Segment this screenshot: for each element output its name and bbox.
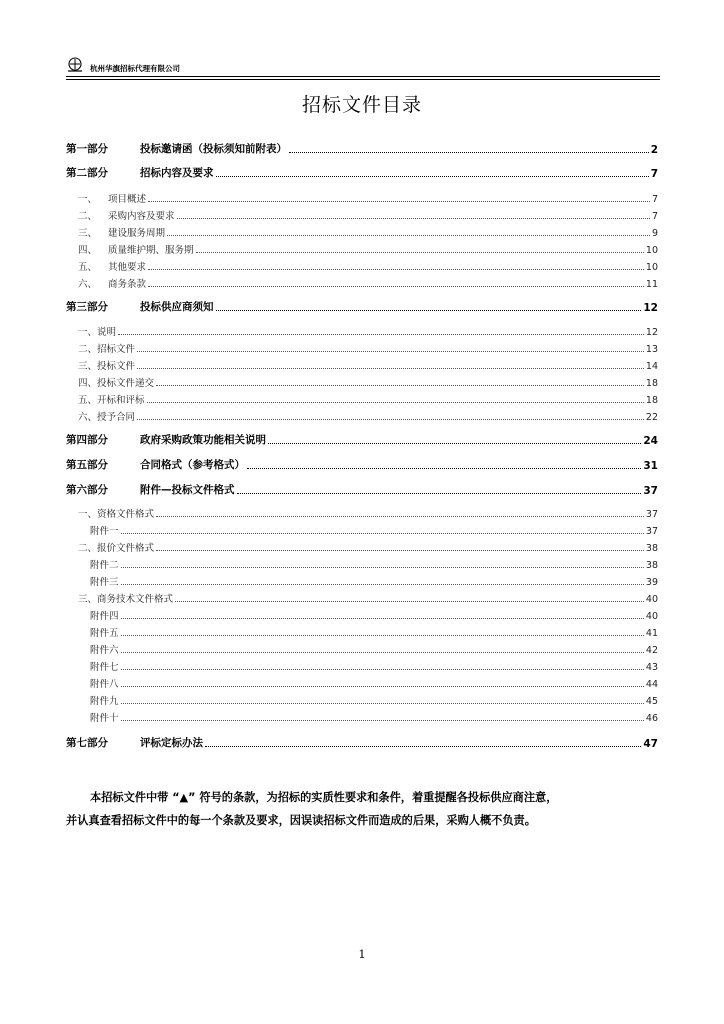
- toc-entry: [66, 483, 658, 497]
- toc-entry-page: 42: [645, 645, 658, 656]
- toc-leader-dots: [137, 419, 644, 420]
- toc-leader-dots: [118, 334, 644, 335]
- toc-entry-label: 质量维护期、服务期: [108, 245, 194, 256]
- toc-entry: [66, 342, 658, 355]
- toc-entry-label: 二、报价文件格式: [78, 543, 155, 554]
- toc-entry-page: 10: [645, 262, 658, 273]
- toc-entry-label: 附件十: [90, 713, 119, 724]
- toc-entry-number: 六、: [78, 279, 98, 290]
- toc-entry-page: 12: [643, 302, 658, 314]
- toc-leader-dots: [156, 385, 644, 386]
- toc-entry-page: 22: [645, 412, 658, 423]
- toc-entry: [66, 376, 658, 389]
- toc-entry-page: 7: [650, 168, 658, 180]
- toc-entry: [66, 192, 658, 205]
- toc-entry-page: 24: [643, 435, 658, 447]
- toc-entry-label: 附件八: [90, 679, 119, 690]
- toc-entry-page: 7: [651, 194, 658, 205]
- toc-entry-label: 附件四: [90, 611, 119, 622]
- toc-entry: [66, 166, 658, 180]
- toc-leader-dots: [216, 310, 642, 311]
- toc-entry: [66, 524, 658, 537]
- toc-leader-dots: [121, 584, 644, 585]
- toc-leader-dots: [121, 635, 644, 636]
- toc-entry: [66, 541, 658, 554]
- toc-entry-label: 四、投标文件递交: [78, 378, 155, 389]
- toc-entry-number: 三、: [78, 228, 98, 239]
- toc-entry-label: 五、开标和评标: [78, 395, 145, 406]
- toc-entry: [66, 694, 658, 707]
- toc-entry: [66, 359, 658, 372]
- toc-entry-page: 2: [650, 144, 658, 156]
- toc-entry-label: 建设服务周期: [108, 228, 166, 239]
- toc-entry: [66, 433, 658, 447]
- toc-leader-dots: [121, 686, 644, 687]
- toc-entry-label: 二、招标文件: [78, 344, 136, 355]
- toc-entry: [66, 736, 658, 750]
- toc-entry: [66, 260, 658, 273]
- toc-entry-label: 三、商务技术文件格式: [78, 594, 174, 605]
- toc-entry-label: 附件三: [90, 577, 119, 588]
- page-title: 招标文件目录: [301, 94, 422, 116]
- toc-entry: [66, 142, 658, 156]
- toc-entry-number: 二、: [78, 211, 98, 222]
- toc-entry-number: 第七部分: [66, 737, 108, 749]
- toc-entry-page: 38: [645, 543, 658, 554]
- toc-entry-label: 六、授予合同: [78, 412, 136, 423]
- toc-entry: [66, 277, 658, 290]
- toc-entry-number: 第四部分: [66, 434, 108, 446]
- toc-entry-number: 四、: [78, 245, 98, 256]
- toc-entry-number: 第二部分: [66, 167, 108, 179]
- toc-entry-number: 第五部分: [66, 459, 108, 471]
- toc-entry: [66, 660, 658, 673]
- toc-leader-dots: [148, 201, 650, 202]
- toc-leader-dots: [137, 351, 644, 352]
- toc-leader-dots: [148, 269, 644, 270]
- toc-leader-dots: [121, 618, 644, 619]
- document-header: [66, 56, 180, 74]
- toc-entry-page: 18: [645, 378, 658, 389]
- toc-leader-dots: [137, 368, 644, 369]
- toc-entry-page: 37: [643, 485, 658, 497]
- toc-leader-dots: [121, 703, 644, 704]
- toc-entry-number: 一、: [78, 194, 98, 205]
- header-rule-thin: [66, 79, 660, 80]
- toc-entry: [66, 507, 658, 520]
- toc-entry: [66, 643, 658, 656]
- toc-entry-label: 采购内容及要求: [108, 211, 175, 222]
- toc-entry: [66, 243, 658, 256]
- toc-entry-label: 招标内容及要求: [140, 167, 214, 179]
- toc-entry-label: 合同格式（参考格式）: [140, 459, 245, 471]
- toc-leader-dots: [167, 235, 650, 236]
- toc-entry-page: 9: [651, 228, 658, 239]
- toc-entry-page: 44: [645, 679, 658, 690]
- toc-entry-label: 附件一: [90, 526, 119, 537]
- toc-entry-page: 37: [645, 509, 658, 520]
- toc-entry-page: 39: [645, 577, 658, 588]
- toc-leader-dots: [148, 286, 644, 287]
- toc-entry-label: 评标定标办法: [140, 737, 203, 749]
- toc-leader-dots: [156, 516, 644, 517]
- toc-entry-label: 附件二: [90, 560, 119, 571]
- company-name: 杭州华旗招标代理有限公司: [90, 63, 180, 73]
- toc-entry-page: 45: [645, 696, 658, 707]
- toc-entry-page: 13: [645, 344, 658, 355]
- toc-entry: [66, 325, 658, 338]
- toc-entry: [66, 209, 658, 222]
- toc-entry-label: 其他要求: [108, 262, 147, 273]
- toc-entry-label: 附件九: [90, 696, 119, 707]
- toc-entry-page: 12: [645, 327, 658, 338]
- toc-entry-page: 47: [643, 738, 658, 750]
- toc-entry-label: 一、资格文件格式: [78, 509, 155, 520]
- toc-leader-dots: [237, 493, 642, 494]
- toc-entry-page: 18: [645, 395, 658, 406]
- toc-leader-dots: [205, 746, 641, 747]
- toc-entry-page: 43: [645, 662, 658, 673]
- toc-entry-page: 40: [645, 594, 658, 605]
- toc-leader-dots: [121, 720, 644, 721]
- toc-entry-label: 三、投标文件: [78, 361, 136, 372]
- toc-leader-dots: [147, 402, 644, 403]
- toc-leader-dots: [121, 533, 644, 534]
- toc-entry-label: 投标供应商须知: [140, 301, 214, 313]
- toc-entry-label: 投标邀请函（投标须知前附表）: [140, 143, 287, 155]
- toc-entry-page: 41: [645, 628, 658, 639]
- toc-entry-label: 项目概述: [108, 194, 147, 205]
- toc-entry-label: 附件七: [90, 662, 119, 673]
- notice-line-1: 本招标文件中带 “▲” 符号的条款，为招标的实质性要求和条件，着重提醒各投标供应商注意，: [90, 791, 558, 804]
- toc-entry: [66, 592, 658, 605]
- toc-entry-number: 五、: [78, 262, 98, 273]
- toc-entry: [66, 677, 658, 690]
- toc-leader-dots: [175, 601, 644, 602]
- toc-entry: [66, 410, 658, 423]
- toc-entry: [66, 558, 658, 571]
- toc-entry-label: 附件六: [90, 645, 119, 656]
- toc-entry-page: 46: [645, 713, 658, 724]
- toc-entry: [66, 226, 658, 239]
- toc-entry-page: 11: [645, 279, 658, 290]
- toc-leader-dots: [121, 669, 644, 670]
- toc-entry-label: 附件五: [90, 628, 119, 639]
- toc-entry-page: 14: [645, 361, 658, 372]
- toc-entry-label: 商务条款: [108, 279, 147, 290]
- toc-entry-page: 31: [643, 460, 658, 472]
- toc-leader-dots: [247, 468, 641, 469]
- toc-entry: [66, 609, 658, 622]
- toc-entry: [66, 626, 658, 639]
- toc-leader-dots: [121, 652, 644, 653]
- toc-leader-dots: [121, 567, 644, 568]
- toc-entry-number: 第三部分: [66, 301, 108, 313]
- page-number: 1: [358, 948, 366, 961]
- company-logo-icon: [66, 56, 84, 74]
- toc-leader-dots: [268, 443, 641, 444]
- toc-leader-dots: [177, 218, 650, 219]
- toc-entry-page: 37: [645, 526, 658, 537]
- notice-line-2: 并认真查看招标文件中的每一个条款及要求，因误读招标文件而造成的后果，采购人概不负责。: [66, 814, 536, 827]
- toc-entry-number: 第一部分: [66, 143, 108, 155]
- toc-entry-number: 第六部分: [66, 484, 108, 496]
- toc-entry: [66, 393, 658, 406]
- toc-leader-dots: [196, 252, 644, 253]
- toc-entry-label: 附件—投标文件格式: [140, 484, 235, 496]
- toc-entry: [66, 575, 658, 588]
- toc-entry-page: 7: [651, 211, 658, 222]
- toc-entry: [66, 300, 658, 314]
- toc-entry-label: 政府采购政策功能相关说明: [140, 434, 266, 446]
- toc-leader-dots: [216, 176, 649, 177]
- notice-paragraph: [66, 786, 660, 832]
- toc-entry: [66, 711, 658, 724]
- toc-entry: [66, 458, 658, 472]
- toc-entry-page: 38: [645, 560, 658, 571]
- toc-entry-page: 10: [645, 245, 658, 256]
- toc-entry-page: 40: [645, 611, 658, 622]
- toc-leader-dots: [289, 152, 649, 153]
- header-rule: [66, 76, 660, 77]
- toc-leader-dots: [156, 550, 644, 551]
- toc-entry-label: 一、说明: [78, 327, 117, 338]
